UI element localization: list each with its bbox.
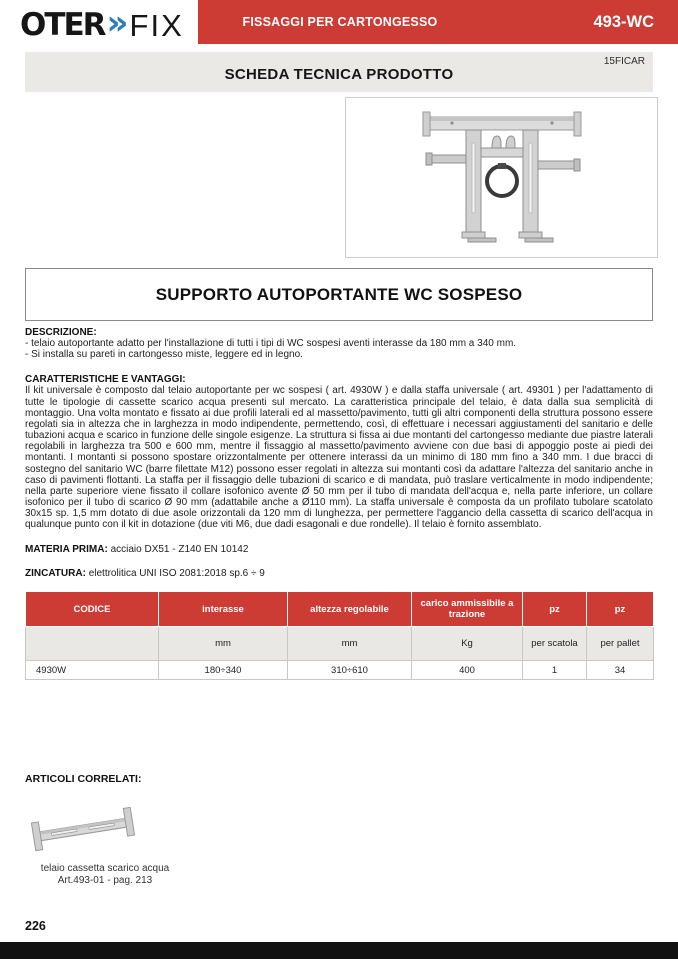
col-header-altezza: altezza regolabile (288, 592, 412, 627)
crossbar-illustration (27, 797, 139, 855)
page-title: SUPPORTO AUTOPORTANTE WC SOSPESO (155, 284, 523, 304)
reference-code: 15FICAR (603, 56, 645, 67)
materia-prima-line (25, 544, 653, 556)
features-label: CARATTERISTICHE E VANTAGGI: (25, 374, 186, 386)
table-units-row (26, 627, 654, 661)
col-header-pz-pallet: pz (587, 592, 654, 627)
unit-cell: mm (288, 627, 412, 661)
col-header-codice: CODICE (26, 592, 159, 627)
unit-cell: mm (159, 627, 288, 661)
sheet-title-panel (25, 52, 653, 92)
table-header-row (26, 592, 654, 627)
related-articles-label: ARTICOLI CORRELATI: (25, 773, 142, 785)
features-text: Il kit universale è composto dal telaio autoportante per wc sospesi ( art. 4930W ) e dalla staffa universale ( art. 49301 ) per l'adattamento di tutte le tipologie di cassette scarico acqua presenti sul mercato. La caratteristica principale del telaio, è data dalla sua semplicità di montaggio. Una volta montato e fissato ai due profili laterali ed al massetto/pavimento, tutti gli altri componenti della struttura possono essere regolati sia in altezza che in larghezza in modo indipendente, permettendo, così, di effettuare i necessari aggiustamenti del sanitario e delle tubazioni acqua e scarico in funzione delle singole esigenze. La struttura si fissa ai due montanti del cartongesso mediante due piastre laterali regolabili in larghezza tra 500 e 600 mm, mentre il fissaggio al massetto/pavimento avviene con due basi di appoggio poste ai piedi dei montanti. I montanti si possono spostare orizzontalmente per ottenere interassi da un minimo di 180 mm fino a 340 mm. I due bracci di sostegno del sanitario WC (barre filettate M12) possono esser regolati in altezza sui montanti così da adattare l'altezza del sanitario anche in caso di pavimenti flottanti. La staffa per il fissaggio delle tubazioni di scarico e di mandata, può traslare verticalmente in modo indipendente; nella parte superiore viene fissato il collare isofonico avente Ø 50 mm per il tubo di mandata dell'acqua e, nella parte inferiore, un collare isofonico per il tubo di scarico Ø 90 mm (adattabile anche a Ø110 mm). La staffa universale è composta da un profilato tubolare scatolato 30x15 sp. 1,5 mm dotato di due asole orizzontali da 120 mm di lunghezza, per permettere l'aggancio della cassetta di scarico dell'acqua in qualunque punto con il kit in dotazione (due viti M6, due dadi esagonali e due rondelle). Il telaio è fornito assemblato. (25, 385, 653, 531)
description-line: - telaio autoportante adatto per l'installazione di tutti i tipi di WC sospesi aventi interasse da 180 mm a 340 mm. (25, 338, 517, 349)
materia-prima-label: MATERIA PRIMA: (25, 544, 108, 556)
wc-frame-illustration (382, 103, 622, 253)
logo (0, 0, 198, 50)
product-image (345, 97, 658, 258)
product-title-box (25, 268, 653, 321)
related-item-caption (25, 863, 185, 887)
content (25, 327, 653, 680)
spec-table (25, 591, 654, 680)
zincatura-line (25, 568, 653, 580)
unit-cell: Kg (412, 627, 523, 661)
footer-bar (0, 942, 678, 959)
cell-pz-pallet: 34 (587, 661, 654, 680)
col-header-interasse: interasse (159, 592, 288, 627)
oterfix-logo (20, 3, 184, 44)
col-header-pz-scatola: pz (523, 592, 587, 627)
table-row (26, 661, 654, 680)
col-header-carico: carico ammissibile a trazione (412, 592, 523, 627)
cell-altezza: 310÷610 (288, 661, 412, 680)
description-label: DESCRIZIONE: (25, 327, 97, 338)
related-product-image (27, 797, 139, 855)
zincatura-label: ZINCATURA: (25, 568, 86, 580)
cell-codice: 4930W (26, 661, 159, 680)
logo-fix-text: FIX (129, 7, 184, 43)
cell-carico: 400 (412, 661, 523, 680)
materia-prima-value: acciaio DX51 - Z140 EN 10142 (110, 544, 249, 556)
product-code: 493-WC (593, 12, 654, 31)
unit-cell: per pallet (587, 627, 654, 661)
cell-interasse: 180÷340 (159, 661, 288, 680)
unit-cell: per scatola (523, 627, 587, 661)
sheet-title: SCHEDA TECNICA PRODOTTO (224, 66, 454, 83)
logo-oter-text: OTER (20, 6, 105, 43)
description-line: - Si installa su pareti in cartongesso miste, leggere ed in legno. (25, 349, 303, 361)
page-number: 226 (25, 919, 46, 933)
logo-chevrons-icon: » (106, 3, 129, 43)
zincatura-value: elettrolitica UNI ISO 2081:2018 sp.6 ÷ 9 (88, 568, 265, 580)
related-articles-section (25, 773, 285, 887)
category-title: FISSAGGI PER CARTONGESSO (242, 15, 438, 29)
cell-pz-scatola: 1 (523, 661, 587, 680)
related-item-ref: Art.493-01 - pag. 213 (57, 875, 153, 886)
unit-cell (26, 627, 159, 661)
related-item-name: telaio cassetta scarico acqua (40, 863, 170, 874)
